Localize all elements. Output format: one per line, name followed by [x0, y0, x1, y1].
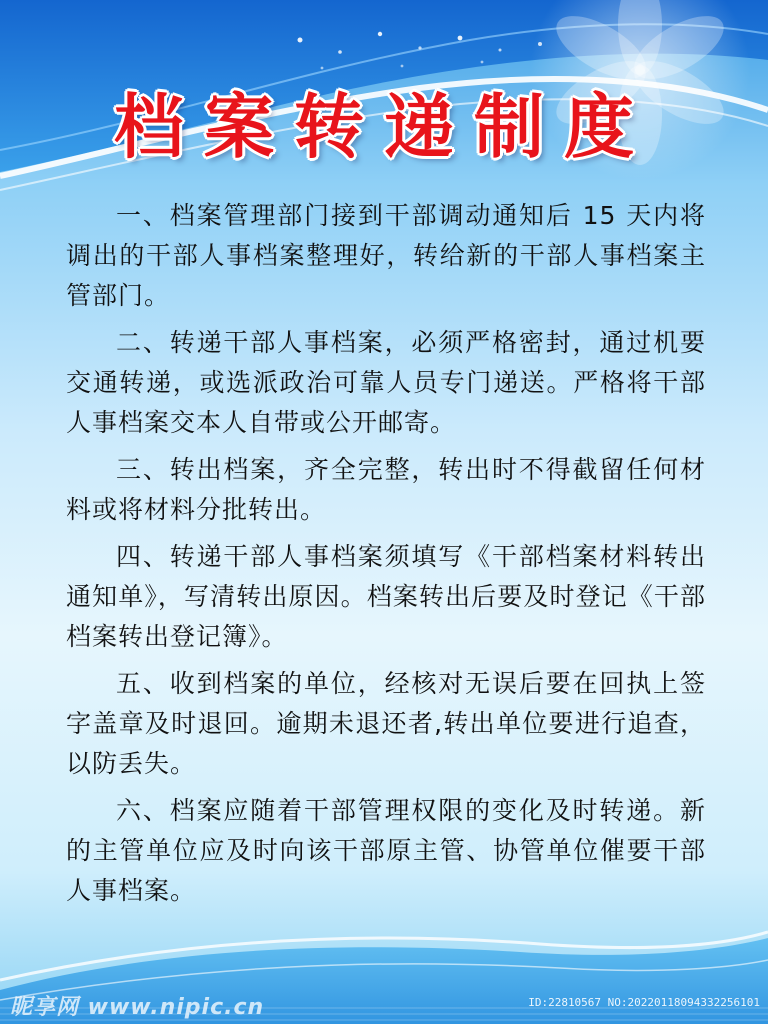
poster-title: 档案转递制度	[114, 86, 654, 168]
rule-paragraph-2: 二、转递干部人事档案，必须严格密封，通过机要交通转递，或选派政治可靠人员专门递送。严格将干部人事档案交本人自带或公开邮寄。	[66, 328, 706, 437]
rule-paragraph-3: 三、转出档案，齐全完整，转出时不得截留任何材料或将材料分批转出。	[66, 455, 706, 524]
rule-paragraph-5: 五、收到档案的单位，经核对无误后要在回执上签字盖章及时退回。逾期未退还者,转出单位要进行追查，以防丢失。	[66, 669, 706, 778]
rule-paragraph-4: 四、转递干部人事档案须填写《干部档案材料转出通知单》，写清转出原因。档案转出后要及时登记《干部档案转出登记簿》。	[66, 542, 706, 651]
watermark-id: ID:22810567 NO:20220118094332256101	[528, 996, 760, 1009]
rules-body	[66, 196, 706, 918]
rule-paragraph-6: 六、档案应随着干部管理权限的变化及时转递。新的主管单位应及时向该干部原主管、协管单位催要干部人事档案。	[66, 796, 706, 905]
rule-paragraph-1: 一、档案管理部门接到干部调动通知后 15 天内将调出的干部人事档案整理好，转给新的干部人事档案主管部门。	[66, 201, 706, 310]
watermark-site: 昵享网 www.nipic.cn	[10, 995, 265, 1020]
